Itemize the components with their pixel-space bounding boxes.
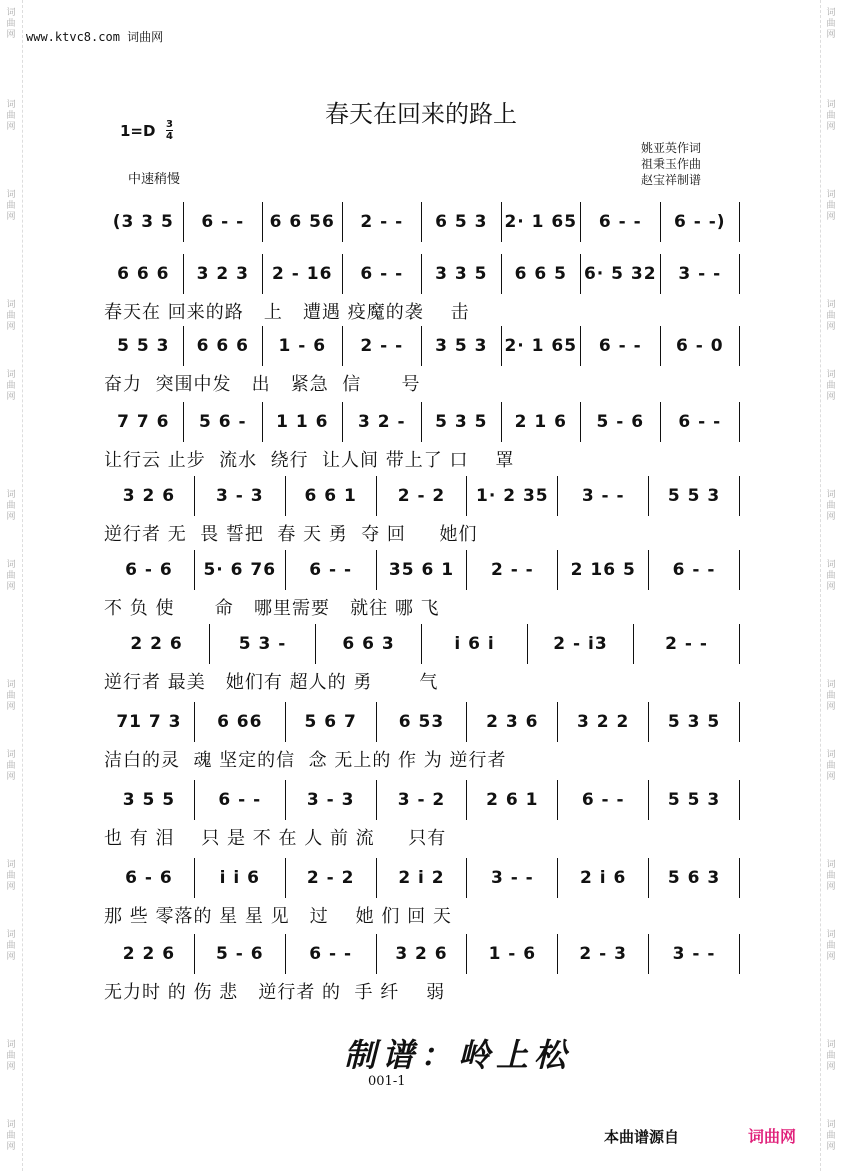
measure: 2 - i3 xyxy=(528,624,634,664)
notation-line xyxy=(104,402,740,442)
notation-line xyxy=(104,202,740,242)
measure: 6 - - xyxy=(286,934,377,974)
watermark-glyph: 网 xyxy=(826,582,836,592)
measure: 5· 6 76 xyxy=(195,550,286,590)
measure: 7 7 6 xyxy=(104,402,184,442)
song-title: 春天在回来的路上 xyxy=(325,100,517,128)
measure: 6 6 1 xyxy=(286,476,377,516)
watermark-glyph: 网 xyxy=(826,30,836,40)
watermark-glyph-group xyxy=(0,680,22,713)
watermark-glyph: 曲 xyxy=(826,311,836,321)
watermark-glyph-group xyxy=(0,750,22,783)
watermark-glyph: 曲 xyxy=(6,691,16,701)
watermark-glyph-group xyxy=(820,560,842,593)
measure: 2 2 6 xyxy=(104,934,195,974)
transcriber-signature: 制谱：岭上松 xyxy=(344,1036,573,1074)
watermark-glyph-group xyxy=(820,190,842,223)
watermark-glyph-group xyxy=(820,8,842,41)
measure: 3 3 5 xyxy=(422,254,502,294)
measure: 2 i 6 xyxy=(558,858,649,898)
watermark-glyph: 网 xyxy=(6,702,16,712)
watermark-glyph-group xyxy=(820,490,842,523)
watermark-glyph: 曲 xyxy=(826,19,836,29)
measure: 1 - 6 xyxy=(467,934,558,974)
lyrics-line: 那 些 零落的 星 星 见 过 她 们 回 天 xyxy=(104,906,452,927)
watermark-glyph: 词 xyxy=(6,750,16,760)
measure: 6 - - xyxy=(649,550,740,590)
lyrics-line: 逆行者 无 畏 誓把 春 天 勇 夺 回 她们 xyxy=(104,524,478,545)
measure: 5 - 6 xyxy=(581,402,661,442)
watermark-glyph: 网 xyxy=(6,1062,16,1072)
measure: 2 i 2 xyxy=(377,858,468,898)
measure: 6 6 56 xyxy=(263,202,343,242)
measure: 5 6 3 xyxy=(649,858,740,898)
measure: 6 66 xyxy=(195,702,286,742)
measure: 6 - - xyxy=(581,202,661,242)
watermark-glyph: 曲 xyxy=(6,19,16,29)
watermark-glyph: 网 xyxy=(826,122,836,132)
measure: 5 - 6 xyxy=(195,934,286,974)
measure: 3 5 3 xyxy=(422,326,502,366)
measure: 2 16 5 xyxy=(558,550,649,590)
watermark-glyph: 曲 xyxy=(826,941,836,951)
lyrics-line: 洁白的灵 魂 坚定的信 念 无上的 作 为 逆行者 xyxy=(104,750,507,771)
tempo-marking: 中速稍慢 xyxy=(128,172,181,187)
notation-line xyxy=(104,858,740,898)
watermark-glyph: 网 xyxy=(6,1142,16,1152)
measure: 6 53 xyxy=(377,702,468,742)
watermark-glyph-group xyxy=(820,930,842,963)
measure: 6 6 5 xyxy=(502,254,582,294)
measure: 71 7 3 xyxy=(104,702,195,742)
measure: 3 - - xyxy=(558,476,649,516)
watermark-glyph-group xyxy=(820,1040,842,1073)
watermark-glyph: 曲 xyxy=(6,761,16,771)
measure: 5 5 3 xyxy=(104,326,184,366)
watermark-glyph: 曲 xyxy=(826,111,836,121)
lyrics-line: 不 负 使 命 哪里需要 就往 哪 飞 xyxy=(104,598,440,619)
watermark-glyph: 网 xyxy=(826,702,836,712)
measure: 2 - - xyxy=(343,202,423,242)
watermark-glyph: 词 xyxy=(6,860,16,870)
measure: 3 2 3 xyxy=(184,254,264,294)
watermark-glyph: 词 xyxy=(826,370,836,380)
watermark-glyph: 曲 xyxy=(6,201,16,211)
measure: 3 2 6 xyxy=(377,934,468,974)
watermark-glyph: 网 xyxy=(826,952,836,962)
watermark-glyph-group xyxy=(820,680,842,713)
notation-line xyxy=(104,780,740,820)
measure: 2 2 6 xyxy=(104,624,210,664)
watermark-glyph: 词 xyxy=(826,190,836,200)
measure: 5 6 - xyxy=(184,402,264,442)
watermark-glyph-group xyxy=(0,490,22,523)
measure: 6 - - xyxy=(581,326,661,366)
watermark-glyph: 词 xyxy=(826,750,836,760)
watermark-glyph: 曲 xyxy=(6,1051,16,1061)
time-signature-bottom: 4 xyxy=(166,131,173,142)
measure: 3 - - xyxy=(661,254,741,294)
key-signature: 1=D xyxy=(120,122,156,140)
measure: 1 - 6 xyxy=(263,326,343,366)
watermark-glyph: 网 xyxy=(6,212,16,222)
watermark-glyph: 网 xyxy=(6,322,16,332)
watermark-glyph: 词 xyxy=(826,300,836,310)
measure: i i 6 xyxy=(195,858,286,898)
measure: 2 6 1 xyxy=(467,780,558,820)
measure: 6 - - xyxy=(286,550,377,590)
measure: 3 2 - xyxy=(343,402,423,442)
watermark-glyph: 网 xyxy=(6,392,16,402)
notation-line xyxy=(104,326,740,366)
measure: 3 - - xyxy=(649,934,740,974)
watermark-glyph: 网 xyxy=(826,1142,836,1152)
measure: (3 3 5 xyxy=(104,202,184,242)
composer-credit: 祖秉玉作曲 xyxy=(641,157,702,171)
site-url[interactable]: www.ktvc8.com 词曲网 xyxy=(26,30,164,44)
measure: 6 - -) xyxy=(661,202,741,242)
measure: 3 2 6 xyxy=(104,476,195,516)
watermark-glyph-group xyxy=(0,1120,22,1153)
source-brand-link[interactable]: 词曲网 xyxy=(748,1127,797,1146)
watermark-glyph: 词 xyxy=(826,930,836,940)
notation-line xyxy=(104,702,740,742)
watermark-glyph: 网 xyxy=(6,512,16,522)
watermark-glyph: 曲 xyxy=(6,111,16,121)
watermark-glyph: 词 xyxy=(826,680,836,690)
measure: 6 - - xyxy=(195,780,286,820)
watermark-glyph-group xyxy=(0,930,22,963)
source-label: 本曲谱源自 xyxy=(604,1128,680,1146)
lyrics-line: 春天在 回来的路 上 遭遇 疫魔的袭 击 xyxy=(104,302,470,323)
watermark-glyph: 网 xyxy=(6,772,16,782)
watermark-glyph: 网 xyxy=(826,392,836,402)
measure: 2 - 2 xyxy=(286,858,377,898)
watermark-glyph-group xyxy=(0,370,22,403)
measure: 3 - 2 xyxy=(377,780,468,820)
watermark-glyph-group xyxy=(820,300,842,333)
lyrics-line: 奋力 突围中发 出 紧急 信 号 xyxy=(104,374,421,395)
watermark-glyph: 词 xyxy=(6,1040,16,1050)
watermark-glyph: 词 xyxy=(6,190,16,200)
watermark-glyph: 词 xyxy=(826,560,836,570)
measure: 6 - 0 xyxy=(661,326,741,366)
watermark-glyph: 曲 xyxy=(826,1051,836,1061)
measure: 3 5 5 xyxy=(104,780,195,820)
measure: 3 - - xyxy=(467,858,558,898)
watermark-glyph: 曲 xyxy=(826,501,836,511)
measure: 2 3 6 xyxy=(467,702,558,742)
measure: 2 - 2 xyxy=(377,476,468,516)
watermark-glyph-group xyxy=(820,750,842,783)
watermark-glyph-group xyxy=(0,860,22,893)
watermark-glyph: 曲 xyxy=(6,1131,16,1141)
watermark-glyph: 曲 xyxy=(826,761,836,771)
watermark-glyph: 词 xyxy=(826,1120,836,1130)
watermark-glyph: 网 xyxy=(6,882,16,892)
watermark-glyph-group xyxy=(0,300,22,333)
measure: i 6 i xyxy=(422,624,528,664)
watermark-glyph-group xyxy=(0,1040,22,1073)
lyrics-line: 也 有 泪 只 是 不 在 人 前 流 只有 xyxy=(104,828,447,849)
measure: 3 - 3 xyxy=(195,476,286,516)
watermark-glyph-group xyxy=(0,190,22,223)
measure: 6 - 6 xyxy=(104,550,195,590)
measure: 5 5 3 xyxy=(649,476,740,516)
watermark-glyph: 词 xyxy=(826,8,836,18)
watermark-glyph-group xyxy=(0,560,22,593)
measure: 2 - 16 xyxy=(263,254,343,294)
notation-line xyxy=(104,254,740,294)
watermark-glyph: 曲 xyxy=(826,381,836,391)
measure: 2· 1 65 xyxy=(502,326,582,366)
watermark-glyph: 词 xyxy=(6,560,16,570)
lyrics-line: 让行云 止步 流水 绕行 让人间 带上了 口 罩 xyxy=(104,450,515,471)
measure: 5 3 5 xyxy=(649,702,740,742)
watermark-glyph: 网 xyxy=(826,212,836,222)
watermark-glyph-group xyxy=(820,860,842,893)
watermark-glyph-group xyxy=(820,1120,842,1153)
watermark-glyph: 曲 xyxy=(6,381,16,391)
measure: 3 2 2 xyxy=(558,702,649,742)
measure: 6 - 6 xyxy=(104,858,195,898)
watermark-glyph: 网 xyxy=(826,1062,836,1072)
watermark-glyph: 网 xyxy=(6,582,16,592)
watermark-glyph: 曲 xyxy=(826,691,836,701)
watermark-glyph: 曲 xyxy=(826,871,836,881)
measure: 35 6 1 xyxy=(377,550,468,590)
measure: 6 5 3 xyxy=(422,202,502,242)
measure: 6· 5 32 xyxy=(581,254,661,294)
measure: 2 - - xyxy=(343,326,423,366)
notation-line xyxy=(104,934,740,974)
measure: 1 1 6 xyxy=(263,402,343,442)
watermark-glyph: 曲 xyxy=(6,571,16,581)
lyricist-credit: 姚亚英作词 xyxy=(641,141,702,155)
notation-line xyxy=(104,550,740,590)
watermark-glyph-group xyxy=(820,370,842,403)
credits xyxy=(641,140,701,188)
watermark-glyph: 词 xyxy=(6,1120,16,1130)
measure: 6 - - xyxy=(184,202,264,242)
watermark-glyph: 曲 xyxy=(826,1131,836,1141)
watermark-glyph: 词 xyxy=(6,930,16,940)
watermark-glyph: 曲 xyxy=(6,941,16,951)
measure: 5 6 7 xyxy=(286,702,377,742)
watermark-glyph: 词 xyxy=(6,680,16,690)
watermark-glyph: 网 xyxy=(826,322,836,332)
watermark-glyph: 网 xyxy=(826,772,836,782)
watermark-glyph: 网 xyxy=(826,882,836,892)
measure: 2 - 3 xyxy=(558,934,649,974)
measure: 1· 2 35 xyxy=(467,476,558,516)
watermark-glyph: 词 xyxy=(6,370,16,380)
transcriber-credit: 赵宝祥制谱 xyxy=(641,173,702,187)
watermark-glyph: 词 xyxy=(826,860,836,870)
time-signature-top: 3 xyxy=(166,119,173,130)
lyrics-line: 无力时 的 伤 悲 逆行者 的 手 纤 弱 xyxy=(104,982,446,1003)
watermark-glyph: 网 xyxy=(6,122,16,132)
watermark-glyph-group xyxy=(0,8,22,41)
watermark-glyph: 曲 xyxy=(826,201,836,211)
watermark-glyph: 词 xyxy=(826,490,836,500)
watermark-glyph: 曲 xyxy=(6,871,16,881)
measure: 5 5 3 xyxy=(649,780,740,820)
watermark-glyph: 曲 xyxy=(826,571,836,581)
measure: 5 3 - xyxy=(210,624,316,664)
measure: 6 6 6 xyxy=(184,326,264,366)
watermark-glyph: 词 xyxy=(6,490,16,500)
measure: 6 - - xyxy=(343,254,423,294)
measure: 2 - - xyxy=(467,550,558,590)
watermark-glyph: 网 xyxy=(6,952,16,962)
notation-line xyxy=(104,624,740,664)
watermark-glyph: 曲 xyxy=(6,501,16,511)
watermark-glyph: 词 xyxy=(6,8,16,18)
measure: 2 - - xyxy=(634,624,740,664)
measure: 2· 1 65 xyxy=(502,202,582,242)
measure: 6 6 3 xyxy=(316,624,422,664)
measure: 6 - - xyxy=(558,780,649,820)
watermark-glyph: 词 xyxy=(6,300,16,310)
watermark-glyph: 网 xyxy=(6,30,16,40)
time-signature xyxy=(166,119,173,142)
watermark-glyph: 词 xyxy=(826,100,836,110)
page-number: 001-1 xyxy=(368,1074,406,1089)
watermark-glyph: 曲 xyxy=(6,311,16,321)
measure: 3 - 3 xyxy=(286,780,377,820)
measure: 6 - - xyxy=(661,402,741,442)
lyrics-line: 逆行者 最美 她们有 超人的 勇 气 xyxy=(104,672,439,693)
measure: 6 6 6 xyxy=(104,254,184,294)
watermark-glyph: 网 xyxy=(826,512,836,522)
notation-line xyxy=(104,476,740,516)
measure: 2 1 6 xyxy=(502,402,582,442)
watermark-glyph: 词 xyxy=(826,1040,836,1050)
watermark-glyph: 词 xyxy=(6,100,16,110)
measure: 5 3 5 xyxy=(422,402,502,442)
